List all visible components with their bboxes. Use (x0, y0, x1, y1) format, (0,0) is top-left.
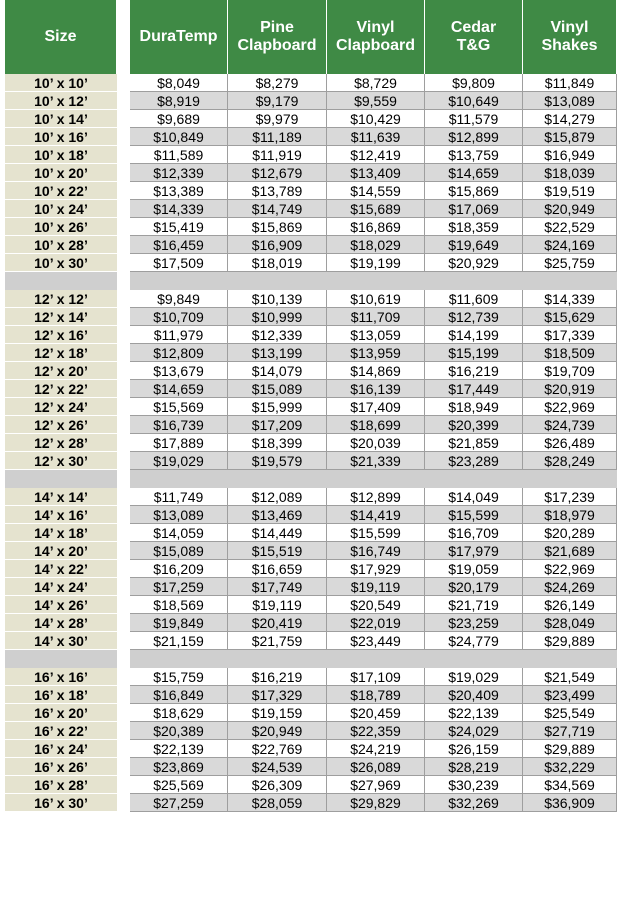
price-duratemp: $23,869 (130, 758, 228, 776)
price-vinyl-clapboard: $11,709 (327, 308, 425, 326)
price-pine-clapboard: $20,419 (228, 614, 327, 632)
price-vinyl-shakes: $18,039 (523, 164, 617, 182)
price-vinyl-clapboard: $13,059 (327, 326, 425, 344)
table-row (5, 632, 617, 650)
price-vinyl-clapboard: $10,429 (327, 110, 425, 128)
price-vinyl-shakes: $17,339 (523, 326, 617, 344)
price-duratemp: $13,679 (130, 362, 228, 380)
size-cell: 14’ x 26’ (5, 596, 117, 614)
table-row (5, 542, 617, 560)
size-cell: 16’ x 20’ (5, 704, 117, 722)
price-vinyl-shakes: $22,969 (523, 560, 617, 578)
price-vinyl-clapboard: $11,639 (327, 128, 425, 146)
price-pine-clapboard: $13,199 (228, 344, 327, 362)
table-row (5, 398, 617, 416)
price-pine-clapboard: $19,579 (228, 452, 327, 470)
price-duratemp: $15,419 (130, 218, 228, 236)
price-vinyl-clapboard: $16,139 (327, 380, 425, 398)
price-duratemp: $17,509 (130, 254, 228, 272)
price-duratemp: $17,259 (130, 578, 228, 596)
size-cell: 16’ x 16’ (5, 668, 117, 686)
price-vinyl-clapboard: $10,619 (327, 290, 425, 308)
header-label: Pine Clapboard (237, 19, 317, 54)
group-separator (5, 272, 617, 290)
price-pine-clapboard: $15,999 (228, 398, 327, 416)
price-duratemp: $12,339 (130, 164, 228, 182)
table-row (5, 560, 617, 578)
price-vinyl-shakes: $26,489 (523, 434, 617, 452)
price-pine-clapboard: $10,999 (228, 308, 327, 326)
size-cell: 14’ x 20’ (5, 542, 117, 560)
table-row (5, 362, 617, 380)
price-vinyl-shakes: $20,949 (523, 200, 617, 218)
price-cedar-tg: $28,219 (425, 758, 523, 776)
price-pine-clapboard: $16,659 (228, 560, 327, 578)
header-label: DuraTemp (139, 28, 218, 45)
table-row (5, 452, 617, 470)
price-cedar-tg: $10,649 (425, 92, 523, 110)
price-duratemp: $21,159 (130, 632, 228, 650)
price-vinyl-shakes: $25,759 (523, 254, 617, 272)
price-vinyl-clapboard: $29,829 (327, 794, 425, 812)
price-vinyl-shakes: $18,979 (523, 506, 617, 524)
price-cedar-tg: $15,869 (425, 182, 523, 200)
price-cedar-tg: $15,599 (425, 506, 523, 524)
price-cedar-tg: $26,159 (425, 740, 523, 758)
price-vinyl-shakes: $24,169 (523, 236, 617, 254)
price-duratemp: $27,259 (130, 794, 228, 812)
price-cedar-tg: $14,659 (425, 164, 523, 182)
price-vinyl-shakes: $21,549 (523, 668, 617, 686)
price-vinyl-clapboard: $12,419 (327, 146, 425, 164)
price-duratemp: $20,389 (130, 722, 228, 740)
size-cell: 12’ x 18’ (5, 344, 117, 362)
price-pine-clapboard: $17,329 (228, 686, 327, 704)
price-vinyl-clapboard: $20,459 (327, 704, 425, 722)
size-cell: 12’ x 30’ (5, 452, 117, 470)
price-vinyl-clapboard: $14,419 (327, 506, 425, 524)
price-duratemp: $9,849 (130, 290, 228, 308)
price-pine-clapboard: $12,089 (228, 488, 327, 506)
table-row (5, 776, 617, 794)
price-pine-clapboard: $16,219 (228, 668, 327, 686)
price-vinyl-shakes: $36,909 (523, 794, 617, 812)
price-vinyl-clapboard: $9,559 (327, 92, 425, 110)
table-row (5, 326, 617, 344)
price-pine-clapboard: $16,909 (228, 236, 327, 254)
size-cell: 12’ x 28’ (5, 434, 117, 452)
price-pine-clapboard: $17,209 (228, 416, 327, 434)
size-cell: 10’ x 22’ (5, 182, 117, 200)
price-vinyl-clapboard: $21,339 (327, 452, 425, 470)
price-pine-clapboard: $11,189 (228, 128, 327, 146)
size-cell: 12’ x 20’ (5, 362, 117, 380)
price-vinyl-clapboard: $8,729 (327, 74, 425, 92)
price-vinyl-clapboard: $18,029 (327, 236, 425, 254)
price-cedar-tg: $17,069 (425, 200, 523, 218)
price-duratemp: $15,569 (130, 398, 228, 416)
price-cedar-tg: $17,979 (425, 542, 523, 560)
price-vinyl-clapboard: $26,089 (327, 758, 425, 776)
price-cedar-tg: $23,259 (425, 614, 523, 632)
table-row (5, 254, 617, 272)
price-duratemp: $15,759 (130, 668, 228, 686)
price-cedar-tg: $20,409 (425, 686, 523, 704)
price-cedar-tg: $15,199 (425, 344, 523, 362)
price-pine-clapboard: $19,119 (228, 596, 327, 614)
price-vinyl-shakes: $18,509 (523, 344, 617, 362)
size-cell: 10’ x 18’ (5, 146, 117, 164)
price-duratemp: $14,659 (130, 380, 228, 398)
table-body (5, 74, 617, 812)
price-pine-clapboard: $9,979 (228, 110, 327, 128)
price-vinyl-shakes: $34,569 (523, 776, 617, 794)
size-cell: 12’ x 22’ (5, 380, 117, 398)
price-duratemp: $16,459 (130, 236, 228, 254)
price-cedar-tg: $11,579 (425, 110, 523, 128)
size-cell: 10’ x 10’ (5, 74, 117, 92)
size-cell: 16’ x 18’ (5, 686, 117, 704)
price-cedar-tg: $20,929 (425, 254, 523, 272)
price-vinyl-clapboard: $15,599 (327, 524, 425, 542)
price-vinyl-shakes: $20,289 (523, 524, 617, 542)
table-row (5, 344, 617, 362)
header-label: Vinyl Clapboard (335, 19, 416, 54)
price-vinyl-shakes: $28,249 (523, 452, 617, 470)
header-vinyl-shakes (523, 0, 617, 74)
header-cedar-tg (425, 0, 523, 74)
size-cell: 10’ x 30’ (5, 254, 117, 272)
price-vinyl-shakes: $21,689 (523, 542, 617, 560)
price-vinyl-clapboard: $19,119 (327, 578, 425, 596)
price-table (5, 0, 617, 812)
price-vinyl-shakes: $19,709 (523, 362, 617, 380)
table-row (5, 488, 617, 506)
price-vinyl-clapboard: $23,449 (327, 632, 425, 650)
header-pine-clapboard (228, 0, 327, 74)
price-duratemp: $10,849 (130, 128, 228, 146)
price-pine-clapboard: $19,159 (228, 704, 327, 722)
price-pine-clapboard: $12,339 (228, 326, 327, 344)
price-duratemp: $16,849 (130, 686, 228, 704)
size-cell: 16’ x 22’ (5, 722, 117, 740)
table-row (5, 236, 617, 254)
price-duratemp: $25,569 (130, 776, 228, 794)
price-vinyl-clapboard: $13,959 (327, 344, 425, 362)
table-row (5, 758, 617, 776)
table-row (5, 128, 617, 146)
price-vinyl-shakes: $23,499 (523, 686, 617, 704)
price-pine-clapboard: $18,019 (228, 254, 327, 272)
size-cell: 16’ x 28’ (5, 776, 117, 794)
size-cell: 10’ x 16’ (5, 128, 117, 146)
price-pine-clapboard: $14,449 (228, 524, 327, 542)
price-pine-clapboard: $15,519 (228, 542, 327, 560)
header-label: Vinyl Shakes (541, 19, 598, 54)
size-cell: 14’ x 30’ (5, 632, 117, 650)
price-pine-clapboard: $13,789 (228, 182, 327, 200)
size-cell: 12’ x 12’ (5, 290, 117, 308)
header-label: Cedar T&G (450, 19, 497, 54)
table-row (5, 704, 617, 722)
price-vinyl-clapboard: $22,359 (327, 722, 425, 740)
price-cedar-tg: $14,199 (425, 326, 523, 344)
price-vinyl-clapboard: $14,559 (327, 182, 425, 200)
table-row (5, 524, 617, 542)
size-cell: 16’ x 26’ (5, 758, 117, 776)
price-vinyl-clapboard: $12,899 (327, 488, 425, 506)
table-row (5, 182, 617, 200)
price-duratemp: $12,809 (130, 344, 228, 362)
price-pine-clapboard: $13,469 (228, 506, 327, 524)
price-cedar-tg: $18,359 (425, 218, 523, 236)
header-size (5, 0, 117, 74)
price-pine-clapboard: $21,759 (228, 632, 327, 650)
price-vinyl-shakes: $26,149 (523, 596, 617, 614)
price-cedar-tg: $17,449 (425, 380, 523, 398)
price-pine-clapboard: $17,749 (228, 578, 327, 596)
size-cell: 14’ x 24’ (5, 578, 117, 596)
size-cell: 14’ x 18’ (5, 524, 117, 542)
price-duratemp: $19,029 (130, 452, 228, 470)
price-vinyl-clapboard: $15,689 (327, 200, 425, 218)
price-duratemp: $9,689 (130, 110, 228, 128)
price-vinyl-clapboard: $18,789 (327, 686, 425, 704)
table-row (5, 578, 617, 596)
price-cedar-tg: $21,859 (425, 434, 523, 452)
size-cell: 14’ x 16’ (5, 506, 117, 524)
price-pine-clapboard: $15,089 (228, 380, 327, 398)
table-row (5, 668, 617, 686)
price-vinyl-shakes: $14,279 (523, 110, 617, 128)
size-cell: 12’ x 14’ (5, 308, 117, 326)
header-vinyl-clapboard (327, 0, 425, 74)
price-pine-clapboard: $9,179 (228, 92, 327, 110)
price-cedar-tg: $18,949 (425, 398, 523, 416)
price-cedar-tg: $12,899 (425, 128, 523, 146)
price-duratemp: $13,389 (130, 182, 228, 200)
price-vinyl-clapboard: $17,109 (327, 668, 425, 686)
size-cell: 14’ x 28’ (5, 614, 117, 632)
size-cell: 12’ x 24’ (5, 398, 117, 416)
header-label: Size (44, 28, 77, 45)
price-cedar-tg: $16,219 (425, 362, 523, 380)
price-duratemp: $15,089 (130, 542, 228, 560)
size-cell: 10’ x 28’ (5, 236, 117, 254)
price-cedar-tg: $12,739 (425, 308, 523, 326)
table-row (5, 290, 617, 308)
table-row (5, 596, 617, 614)
size-cell: 10’ x 12’ (5, 92, 117, 110)
price-vinyl-shakes: $24,739 (523, 416, 617, 434)
group-separator (5, 650, 617, 668)
price-duratemp: $22,139 (130, 740, 228, 758)
price-vinyl-clapboard: $14,869 (327, 362, 425, 380)
price-duratemp: $8,919 (130, 92, 228, 110)
size-cell: 16’ x 30’ (5, 794, 117, 812)
header-duratemp (130, 0, 228, 74)
price-pine-clapboard: $14,749 (228, 200, 327, 218)
price-cedar-tg: $20,179 (425, 578, 523, 596)
price-vinyl-shakes: $15,879 (523, 128, 617, 146)
table-header (5, 0, 617, 74)
price-duratemp: $11,749 (130, 488, 228, 506)
price-duratemp: $16,739 (130, 416, 228, 434)
price-cedar-tg: $9,809 (425, 74, 523, 92)
price-vinyl-clapboard: $20,039 (327, 434, 425, 452)
table-row (5, 110, 617, 128)
price-vinyl-clapboard: $17,929 (327, 560, 425, 578)
price-duratemp: $17,889 (130, 434, 228, 452)
price-cedar-tg: $14,049 (425, 488, 523, 506)
price-cedar-tg: $23,289 (425, 452, 523, 470)
price-duratemp: $14,059 (130, 524, 228, 542)
price-duratemp: $19,849 (130, 614, 228, 632)
price-cedar-tg: $24,779 (425, 632, 523, 650)
price-vinyl-shakes: $20,919 (523, 380, 617, 398)
price-vinyl-clapboard: $20,549 (327, 596, 425, 614)
price-vinyl-clapboard: $24,219 (327, 740, 425, 758)
table-row (5, 794, 617, 812)
price-vinyl-shakes: $28,049 (523, 614, 617, 632)
price-vinyl-clapboard: $13,409 (327, 164, 425, 182)
table-row (5, 434, 617, 452)
price-vinyl-shakes: $27,719 (523, 722, 617, 740)
price-vinyl-shakes: $14,339 (523, 290, 617, 308)
price-cedar-tg: $11,609 (425, 290, 523, 308)
price-vinyl-clapboard: $16,749 (327, 542, 425, 560)
price-cedar-tg: $19,059 (425, 560, 523, 578)
size-cell: 10’ x 24’ (5, 200, 117, 218)
price-vinyl-clapboard: $17,409 (327, 398, 425, 416)
table-row (5, 740, 617, 758)
price-duratemp: $18,629 (130, 704, 228, 722)
price-vinyl-shakes: $29,889 (523, 740, 617, 758)
price-vinyl-shakes: $32,229 (523, 758, 617, 776)
price-vinyl-shakes: $15,629 (523, 308, 617, 326)
size-cell: 12’ x 26’ (5, 416, 117, 434)
price-vinyl-shakes: $25,549 (523, 704, 617, 722)
size-cell: 10’ x 26’ (5, 218, 117, 236)
price-duratemp: $18,569 (130, 596, 228, 614)
size-cell: 16’ x 24’ (5, 740, 117, 758)
price-cedar-tg: $24,029 (425, 722, 523, 740)
table-row (5, 416, 617, 434)
price-vinyl-shakes: $11,849 (523, 74, 617, 92)
price-pine-clapboard: $11,919 (228, 146, 327, 164)
price-cedar-tg: $32,269 (425, 794, 523, 812)
price-pine-clapboard: $15,869 (228, 218, 327, 236)
price-vinyl-shakes: $19,519 (523, 182, 617, 200)
table-row (5, 218, 617, 236)
price-cedar-tg: $20,399 (425, 416, 523, 434)
price-cedar-tg: $30,239 (425, 776, 523, 794)
price-duratemp: $10,709 (130, 308, 228, 326)
table-row (5, 164, 617, 182)
table-row (5, 74, 617, 92)
price-pine-clapboard: $28,059 (228, 794, 327, 812)
price-vinyl-shakes: $16,949 (523, 146, 617, 164)
price-vinyl-shakes: $17,239 (523, 488, 617, 506)
price-cedar-tg: $19,029 (425, 668, 523, 686)
size-cell: 10’ x 14’ (5, 110, 117, 128)
price-vinyl-shakes: $13,089 (523, 92, 617, 110)
price-pine-clapboard: $22,769 (228, 740, 327, 758)
price-pine-clapboard: $14,079 (228, 362, 327, 380)
price-vinyl-shakes: $22,529 (523, 218, 617, 236)
price-vinyl-shakes: $22,969 (523, 398, 617, 416)
table-row (5, 722, 617, 740)
size-cell: 12’ x 16’ (5, 326, 117, 344)
price-cedar-tg: $21,719 (425, 596, 523, 614)
price-pine-clapboard: $24,539 (228, 758, 327, 776)
price-duratemp: $16,209 (130, 560, 228, 578)
table-row (5, 308, 617, 326)
price-vinyl-shakes: $24,269 (523, 578, 617, 596)
table-row (5, 200, 617, 218)
price-vinyl-clapboard: $22,019 (327, 614, 425, 632)
price-vinyl-clapboard: $18,699 (327, 416, 425, 434)
price-duratemp: $11,979 (130, 326, 228, 344)
price-cedar-tg: $19,649 (425, 236, 523, 254)
price-duratemp: $11,589 (130, 146, 228, 164)
price-vinyl-clapboard: $27,969 (327, 776, 425, 794)
table-row (5, 686, 617, 704)
table-row (5, 146, 617, 164)
price-cedar-tg: $13,759 (425, 146, 523, 164)
size-cell: 14’ x 14’ (5, 488, 117, 506)
price-pine-clapboard: $18,399 (228, 434, 327, 452)
price-pine-clapboard: $8,279 (228, 74, 327, 92)
price-pine-clapboard: $26,309 (228, 776, 327, 794)
table-row (5, 614, 617, 632)
table-row (5, 380, 617, 398)
price-duratemp: $13,089 (130, 506, 228, 524)
price-vinyl-shakes: $29,889 (523, 632, 617, 650)
table-row (5, 506, 617, 524)
price-cedar-tg: $16,709 (425, 524, 523, 542)
price-pine-clapboard: $20,949 (228, 722, 327, 740)
price-vinyl-clapboard: $19,199 (327, 254, 425, 272)
price-cedar-tg: $22,139 (425, 704, 523, 722)
group-separator (5, 470, 617, 488)
price-vinyl-clapboard: $16,869 (327, 218, 425, 236)
size-cell: 14’ x 22’ (5, 560, 117, 578)
size-cell: 10’ x 20’ (5, 164, 117, 182)
price-pine-clapboard: $10,139 (228, 290, 327, 308)
price-duratemp: $8,049 (130, 74, 228, 92)
price-pine-clapboard: $12,679 (228, 164, 327, 182)
price-duratemp: $14,339 (130, 200, 228, 218)
table-row (5, 92, 617, 110)
